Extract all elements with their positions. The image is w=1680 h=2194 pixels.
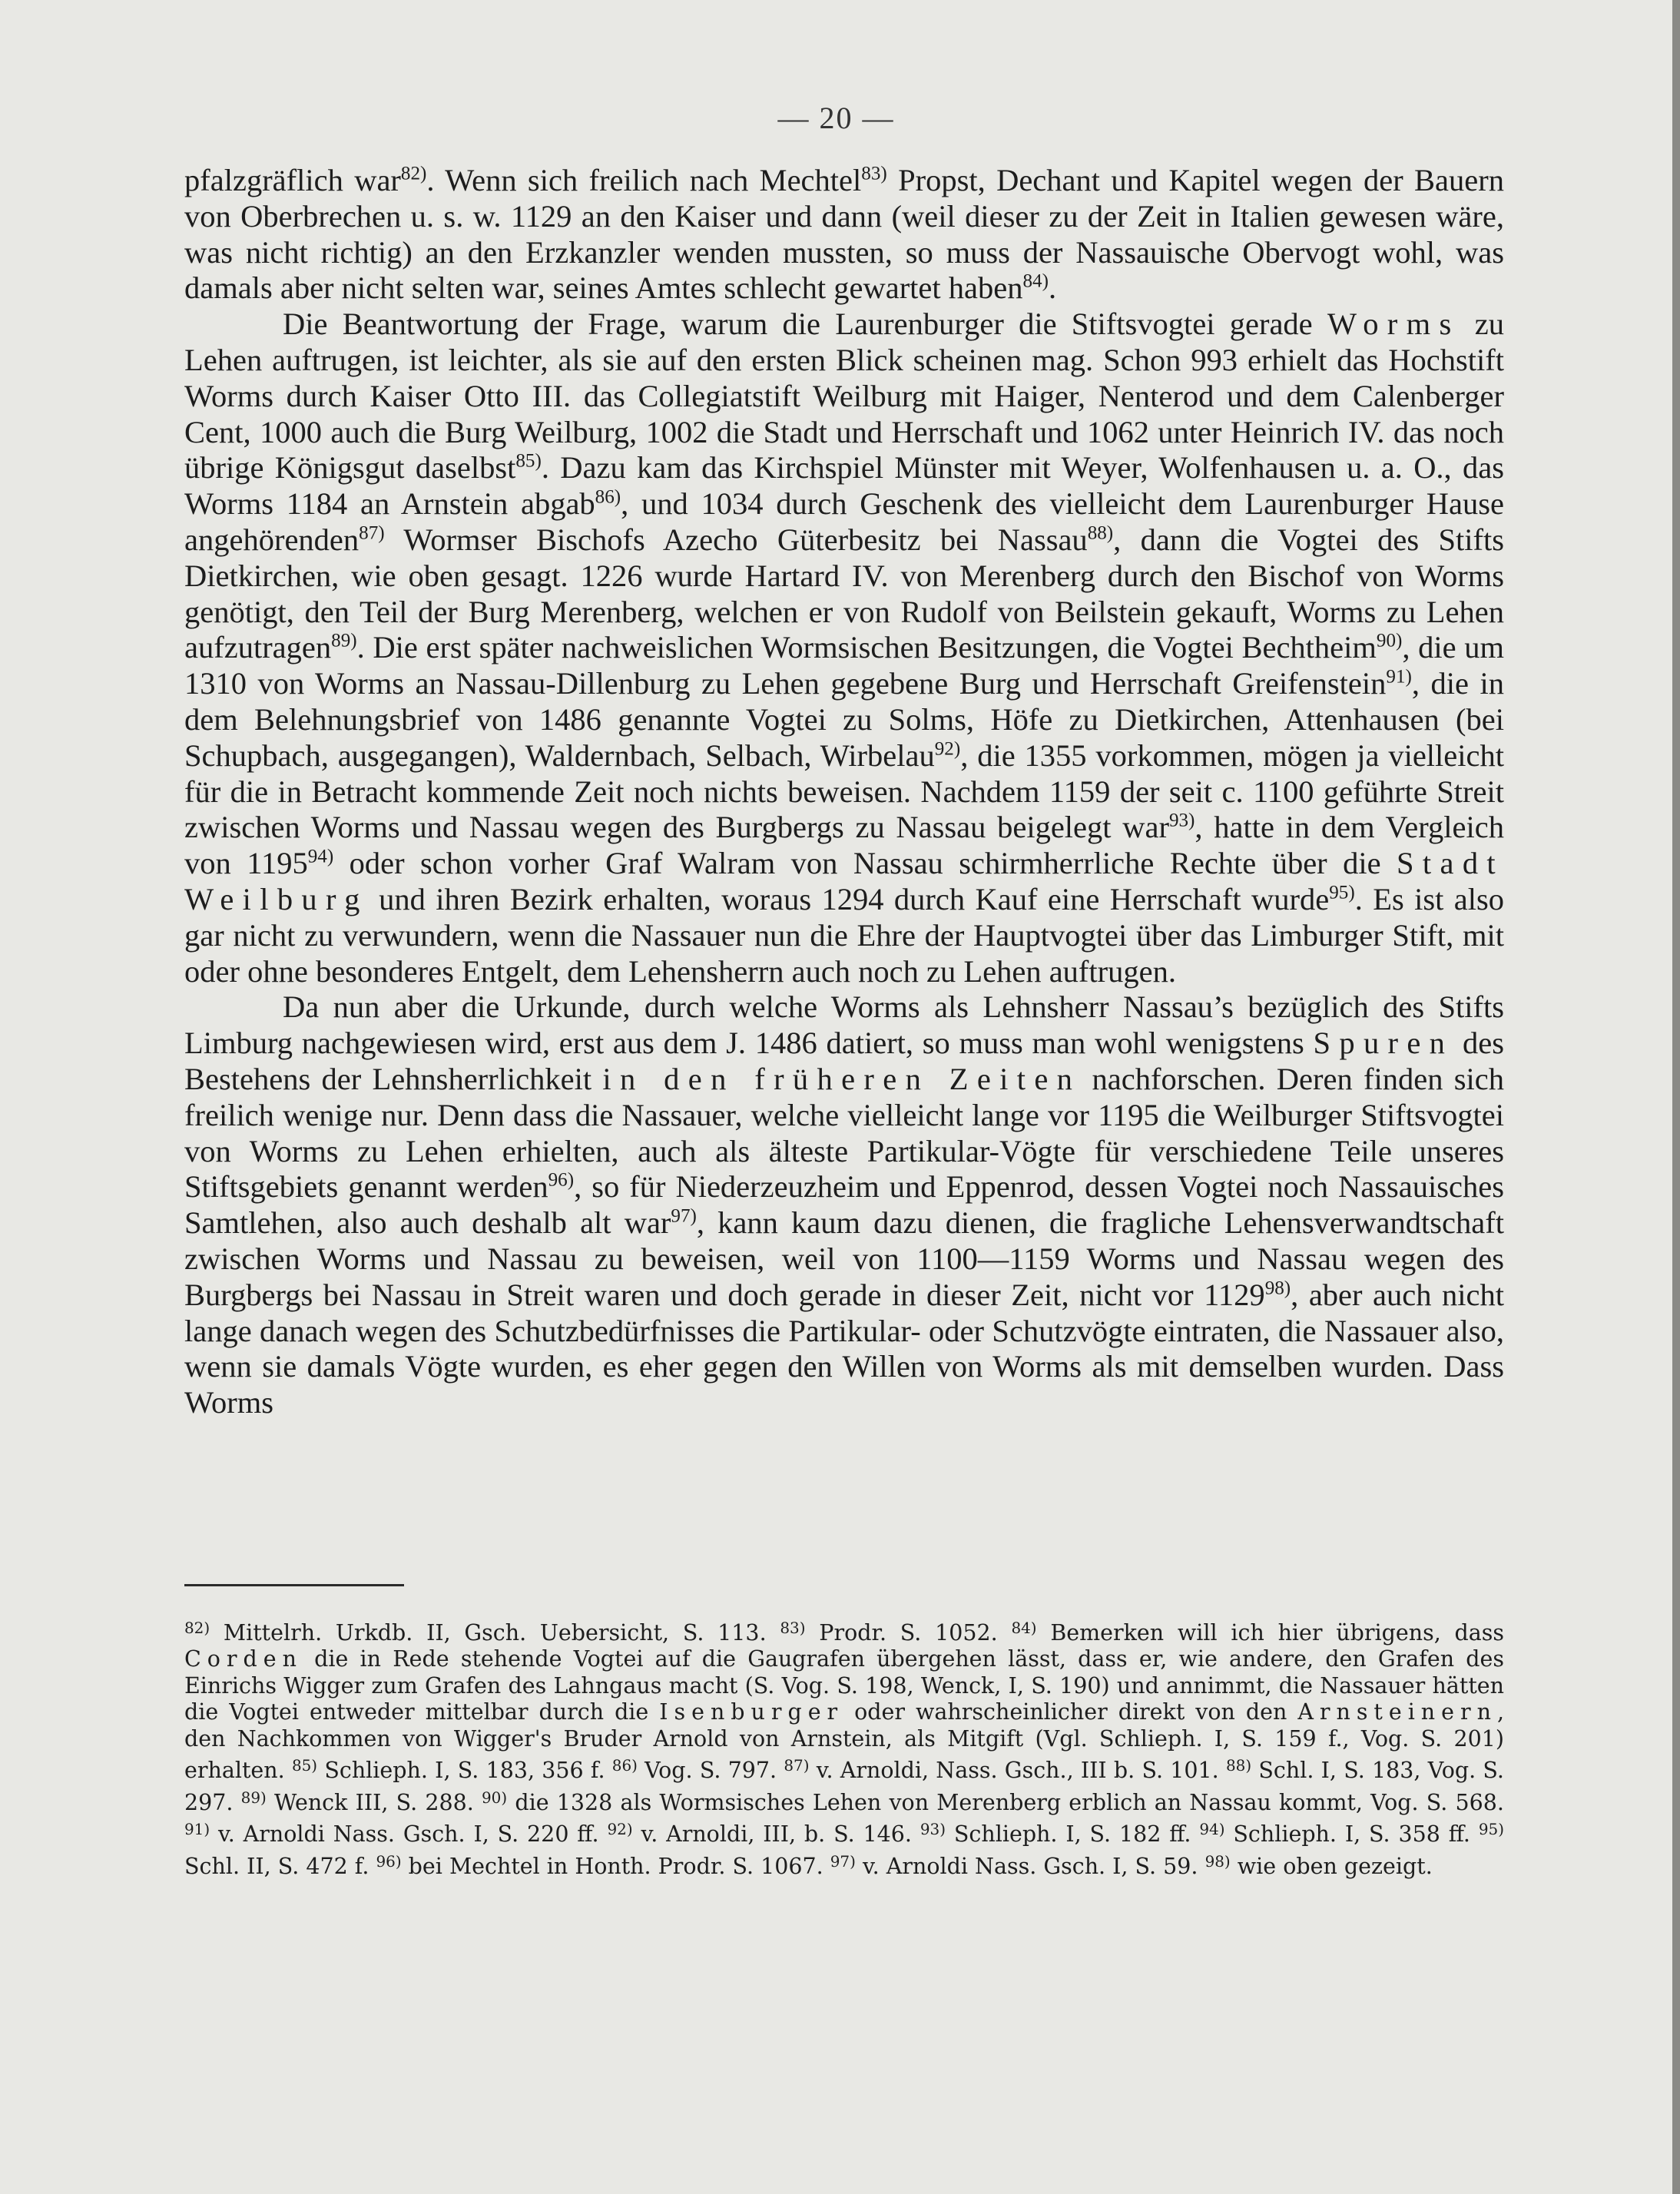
footnote-number: 87) (784, 1756, 810, 1775)
footnote-number: 92) (607, 1820, 633, 1839)
footnote-block (184, 1615, 1504, 1880)
spaced-emphasis: Worms (1327, 307, 1460, 342)
footnote-number: 97) (830, 1851, 856, 1871)
text-run: , die in dem Belehnungsbrief von 1486 genannte Vogtei zu Solms, Höfe zu Dietkirchen, Attenhausen (bei Schupbach, ausgegangen), Waldernbach, Selbach, Wirbelau (184, 666, 1504, 773)
footnote-text: die in Rede stehende Vogtei auf die Gaugrafen übergehen lässt, dass er, wie andere, den Grafen des Einrichs Wigger zum Grafen des Lahngaus macht (S. Vog. S. 198, Wenck, I, S. 190) und annimmt, die Nassauer hätten die Vogtei entweder mittelbar durch die (184, 1646, 1504, 1725)
text-run: , die um 1310 von Worms an Nassau-Dillenburg zu Lehen gegebene Burg und Herrschaft Greifenstein (184, 630, 1505, 701)
footnote-ref: 94) (307, 846, 334, 867)
footnote-number: 91) (184, 1820, 210, 1839)
footnote-number: 94) (1199, 1820, 1225, 1839)
spaced-emphasis: in den früheren Zeiten (602, 1061, 1082, 1096)
text-run: . Es ist also gar nicht zu verwundern, wenn die Nassauer nun die Ehre der Hauptvogtei über das Limburger Stift, mit oder ohne besonderes Entgelt, dem Lehensherrn auch noch zu Lehen auftrugen. (184, 881, 1504, 989)
footnote-text: Schl. I, S. 183, Vog. S. 297. (184, 1758, 1504, 1815)
footnote-number: 85) (291, 1756, 318, 1775)
footnote-spaced-emphasis: Corden (184, 1646, 303, 1672)
footnote-number: 88) (1225, 1756, 1252, 1775)
footnote-ref: 88) (1087, 522, 1114, 544)
footnote-number: 98) (1204, 1851, 1231, 1871)
text-run: pfalzgräflich war (184, 163, 401, 197)
text-run: zu Lehen auftrugen, ist leichter, als sie auf den ersten Blick scheinen mag. Schon 993 erhielt das Hochstift Worms durch Kaiser Otto III. das Collegiatstift Weilburg mit Haiger, Nenterod und dem Calenberger Cent, 1000 auch die Burg Weilburg, 1002 die Stadt und Herrschaft und 1062 unter Heinrich IV. das noch übrige Königsgut daselbst (184, 307, 1505, 486)
footnote-text: Schlieph. I, S. 182 ff. (946, 1821, 1200, 1848)
footnote-ref: 89) (331, 630, 357, 651)
page-number: — 20 — (777, 101, 895, 135)
footnote-text: wie oben gezeigt. (1230, 1853, 1433, 1879)
footnote-text: v. Arnoldi Nass. Gsch. I, S. 220 ff. (210, 1821, 608, 1848)
footnote-number: 82) (184, 1619, 210, 1637)
text-run: Wormser Bischofs Azecho Güterbesitz bei Nassau (384, 522, 1088, 557)
footnote-ref: 93) (1168, 810, 1195, 831)
text-run: Propst, Dechant und Kapitel wegen der Bauern von Oberbrechen u. s. w. 1129 an den Kaiser und dann (weil dieser zu der Zeit in Italien gewesen wäre, was nicht richtig) an den Erzkanzler wenden mussten, so muss der Nassauische Obervogt wohl, was damals aber nicht selten war, seines Amtes schlecht gewartet haben (184, 163, 1504, 306)
footnote-spaced-emphasis: Isenburger (659, 1699, 844, 1725)
text-run: . Die erst später nachweislichen Wormsischen Besitzungen, die Vogtei Bechtheim (356, 630, 1377, 665)
footnote-text: Wenck III, S. 288. (266, 1789, 482, 1815)
paragraph (184, 307, 1504, 989)
footnote-number: 90) (482, 1788, 508, 1807)
text-run: , so für Niederzeuzheim und Eppenrod, dessen Vogtei noch Nassauisches Samtlehen, also auch deshalb alt war (184, 1169, 1504, 1241)
footnote-number: 96) (376, 1851, 402, 1871)
text-run: , und 1034 durch Geschenk des vielleicht dem Laurenburger Hause angehörenden (184, 486, 1504, 557)
text-run: . Dazu kam das Kirchspiel Münster mit Weyer, Wolfenhausen u. a. O., das Worms 1184 an Arnstein abgab (184, 450, 1504, 522)
footnote-ref: 97) (671, 1205, 697, 1227)
footnote-ref: 96) (548, 1169, 575, 1191)
spaced-emphasis: Spuren (1313, 1026, 1454, 1061)
footnote-text: Schlieph. I, S. 358 ff. (1224, 1821, 1479, 1848)
footnote-text: v. Arnoldi Nass. Gsch. I, S. 59. (855, 1853, 1205, 1879)
footnote-ref: 84) (1022, 270, 1049, 292)
footnote-number: 93) (920, 1820, 946, 1839)
paragraph (184, 989, 1504, 1421)
footnote-number: 83) (780, 1619, 806, 1637)
footnote-ref: 91) (1386, 666, 1412, 688)
footnote-ref: 83) (861, 163, 887, 184)
text-run: , die 1355 vorkommen, mögen ja vielleicht für die in Betracht kommende Zeit noch nichts beweisen. Nachdem 1159 der seit c. 1100 geführte Streit zwischen Worms und Nassau wegen des Burgbergs zu Nassau beigelegt war (184, 737, 1505, 845)
footnote-text: oder wahrscheinlicher direkt von den (843, 1699, 1298, 1725)
footnote-number: 89) (240, 1788, 267, 1807)
text-run: , kann kaum dazu dienen, die fragliche Lehensverwandtschaft zwischen Worms und Nassau zu beweisen, weil von 1100—1159 Worms und Nassau wegen des Burgbergs bei Nassau in Streit waren und doch gerade in dieser Zeit, nicht vor 1129 (184, 1205, 1504, 1312)
paragraph (184, 163, 1504, 307)
footnote-text: Bemerken will ich hier übrigens, dass (1036, 1619, 1504, 1646)
footnote-ref: 92) (934, 738, 961, 760)
footnote-separator (184, 1584, 404, 1586)
text-run: oder schon vorher Graf Walram von Nassau schirmherrliche Rechte über die (333, 846, 1397, 881)
footnote-spaced-emphasis: Arnsteinern (1297, 1699, 1497, 1725)
footnote-ref: 95) (1329, 882, 1355, 903)
footnote-number: 86) (611, 1756, 638, 1775)
footnote-text: die 1328 als Wormsisches Lehen von Merenberg erblich an Nassau kommt, Vog. S. 568. (507, 1789, 1504, 1815)
text-run: . Wenn sich freilich nach Mechtel (426, 163, 862, 197)
footnote-text: Mittelrh. Urkdb. II, Gsch. Uebersicht, S. 113. (210, 1619, 780, 1646)
footnote-text: v. Arnoldi, Nass. Gsch., III b. S. 101. (809, 1758, 1226, 1784)
footnote-ref: 90) (1376, 630, 1403, 651)
text-run: Die Beantwortung der Frage, warum die Laurenburger die Stiftsvogtei gerade (283, 307, 1327, 342)
footnote-text: Prodr. S. 1052. (805, 1619, 1012, 1646)
footnote-text: Schlieph. I, S. 183, 356 f. (317, 1758, 612, 1784)
footnote-ref: 86) (595, 486, 621, 508)
footnote-text: Vog. S. 797. (637, 1758, 784, 1784)
text-run: , dann die Vogtei des Stifts Dietkirchen, wie oben gesagt. 1226 wurde Hartard IV. von Merenberg durch den Bischof von Worms genötigt, den Teil der Burg Merenberg, welchen er von Rudolf von Beilstein gekauft, Worms zu Lehen aufzutragen (184, 522, 1504, 665)
text-run: , hatte in dem Vergleich von 1195 (184, 810, 1504, 881)
footnote-ref: 85) (515, 450, 542, 472)
footnote-ref: 87) (359, 522, 385, 544)
footnote-ref: 98) (1264, 1278, 1291, 1299)
footnote-text: , den Nachkommen von Wigger's Bruder Arnold von Arnstein, als Mitgift (Vgl. Schlieph. I, S. 159 f., Vog. S. 201) erhalten. (184, 1699, 1504, 1784)
footnote-number: 84) (1011, 1619, 1037, 1637)
text-run: , aber auch nicht lange danach wegen des Schutzbedürfnisses die Partikular- oder Schutzvögte eintraten, die Nassauer also, wenn sie damals Vögte wurden, es eher gegen den Willen von Worms als mit demselben wurden. Dass Worms (184, 1277, 1504, 1420)
text-run: und ihren Bezirk erhalten, woraus 1294 durch Kauf eine Herrschaft wurde (368, 881, 1330, 916)
footnotes (184, 1615, 1504, 1880)
text-run: . (1048, 270, 1057, 306)
footnote-text: Schl. II, S. 472 f. (184, 1853, 376, 1879)
spaced-emphasis: Stadt Weilburg (184, 846, 1505, 916)
text-run: Da nun aber die Urkunde, durch welche Worms als Lehnsherr Nassau’s bezüglich des Stifts Limburg nachgewiesen wird, erst aus dem J. 1486 datiert, so muss man wohl wenigstens (184, 989, 1504, 1061)
footnote-number: 95) (1478, 1820, 1505, 1839)
text-run: nachforschen. Deren finden sich freilich wenige nur. Denn dass die Nassauer, welche vielleicht lange vor 1195 die Weilburger Stiftsvogtei von Worms zu Lehen erhielten, auch als älteste Partikular-Vögte für verschiedene Teile unseres Stiftsgebiets genannt werden (184, 1061, 1504, 1205)
text-run: des Bestehens der Lehnsherrlichkeit (184, 1026, 1504, 1096)
footnote-text: bei Mechtel in Honth. Prodr. S. 1067. (401, 1853, 830, 1879)
footnote-ref: 82) (400, 163, 427, 184)
footnote-text: v. Arnoldi, III, b. S. 146. (632, 1821, 920, 1848)
body-text (184, 163, 1504, 1421)
